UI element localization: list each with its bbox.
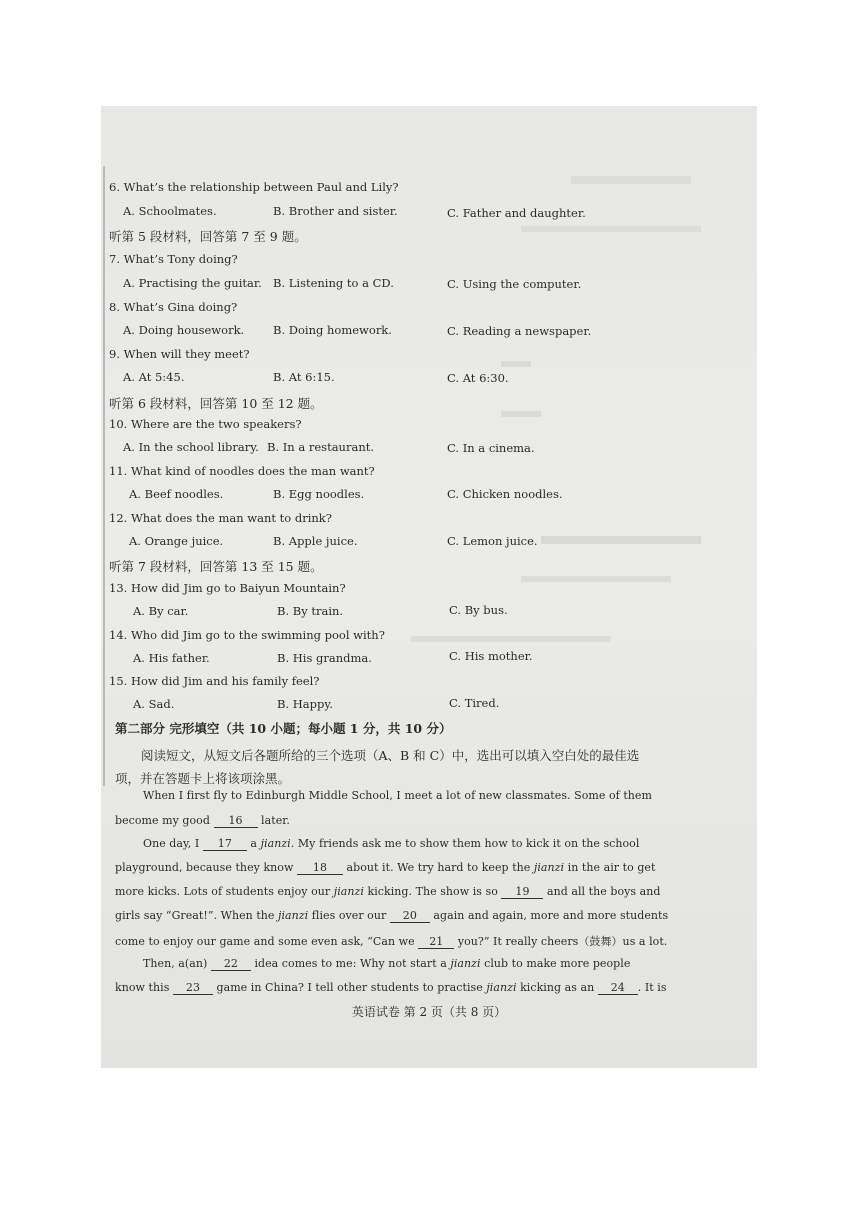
- cloze-text: Then, a(an): [143, 957, 208, 970]
- cloze-text: club to make more people: [484, 957, 631, 970]
- bleed-through-mark: [501, 411, 541, 417]
- cloze-text: again and again, more and more students: [433, 909, 669, 922]
- question-6: 6. What’s the relationship between Paul and Lily?: [109, 180, 399, 194]
- q9-option-a: A. At 5:45.: [123, 370, 185, 384]
- q13-option-c: C. By bus.: [449, 603, 508, 617]
- question-15: 15. How did Jim and his family feel?: [109, 674, 320, 688]
- q14-option-b: B. His grandma.: [277, 651, 372, 665]
- cloze-text: kicking as an: [520, 981, 595, 994]
- cloze-text: idea comes to me: Why not start a: [254, 957, 447, 970]
- cloze-line-3: [143, 837, 639, 851]
- cloze-instruction-line-1: 阅读短文，从短文后各题所给的三个选项（A、B 和 C）中，选出可以填入空白处的最佳选: [141, 748, 640, 763]
- cloze-italic-word: jianzi: [486, 981, 517, 994]
- q7-option-b: B. Listening to a CD.: [273, 276, 394, 290]
- cloze-text: One day, I: [143, 837, 200, 850]
- cloze-text: become my good: [115, 814, 210, 827]
- cloze-text: know this: [115, 981, 170, 994]
- cloze-text: and all the boys and: [547, 885, 661, 898]
- bleed-through-mark: [541, 536, 701, 544]
- bleed-through-mark: [571, 176, 691, 184]
- question-8: 8. What’s Gina doing?: [109, 300, 238, 314]
- q6-option-a: A. Schoolmates.: [123, 204, 217, 218]
- cloze-line-2: [115, 814, 290, 828]
- cloze-section-title: 第二部分 完形填空（共 10 小题；每小题 1 分，共 10 分）: [115, 721, 452, 736]
- cloze-italic-word: jianzi: [450, 957, 481, 970]
- q11-option-c: C. Chicken noodles.: [447, 487, 563, 501]
- q9-option-c: C. At 6:30.: [447, 371, 509, 385]
- q8-option-b: B. Doing homework.: [273, 323, 392, 337]
- blank-20: 20: [390, 909, 430, 923]
- question-13: 13. How did Jim go to Baiyun Mountain?: [109, 581, 346, 595]
- q14-option-a: A. His father.: [133, 651, 210, 665]
- binding-shadow: [103, 166, 105, 786]
- cloze-text: kicking. The show is so: [367, 885, 498, 898]
- q6-option-c: C. Father and daughter.: [447, 206, 586, 220]
- page-footer: 英语试卷 第 2 页（共 8 页）: [351, 1005, 507, 1019]
- q11-option-b: B. Egg noodles.: [273, 487, 365, 501]
- exam-page-photo: [101, 106, 757, 1068]
- blank-18: 18: [297, 861, 343, 875]
- cloze-text: . My friends ask me to show them how to kick it on the school: [290, 837, 640, 850]
- cloze-line-1: [143, 789, 652, 802]
- q15-option-c: C. Tired.: [449, 696, 500, 710]
- blank-19: 19: [501, 885, 543, 899]
- cloze-text: about it. We try hard to keep the: [346, 861, 531, 874]
- cloze-italic-word: jianzi: [278, 909, 309, 922]
- bleed-through-mark: [501, 361, 531, 367]
- cloze-line-9: [115, 981, 667, 995]
- bleed-through-mark: [411, 636, 611, 642]
- q7-option-a: A. Practising the guitar.: [123, 276, 262, 290]
- question-11: 11. What kind of noodles does the man want?: [109, 464, 375, 478]
- cloze-text: When I first fly to Edinburgh Middle School, I meet a lot of new classmates. Some of them: [143, 789, 652, 802]
- q11-option-a: A. Beef noodles.: [129, 487, 224, 501]
- q8-option-a: A. Doing housework.: [123, 323, 245, 337]
- q7-option-c: C. Using the computer.: [447, 277, 582, 291]
- cloze-text: you?” It really cheers（鼓舞）us a lot.: [457, 935, 668, 948]
- question-7: 7. What’s Tony doing?: [109, 252, 238, 266]
- q8-option-c: C. Reading a newspaper.: [447, 324, 592, 338]
- cloze-text: . It is: [637, 981, 667, 994]
- q6-option-b: B. Brother and sister.: [273, 204, 398, 218]
- question-14: 14. Who did Jim go to the swimming pool with?: [109, 628, 385, 642]
- cloze-text: in the air to get: [567, 861, 656, 874]
- instruction-q7-9: 听第 5 段材料，回答第 7 至 9 题。: [109, 229, 307, 244]
- instruction-q13-15: 听第 7 段材料，回答第 13 至 15 题。: [109, 559, 323, 574]
- instruction-q10-12: 听第 6 段材料，回答第 10 至 12 题。: [109, 396, 323, 411]
- q13-option-b: B. By train.: [277, 604, 344, 618]
- q10-option-a: A. In the school library.: [123, 440, 259, 454]
- q15-option-a: A. Sad.: [133, 697, 175, 711]
- cloze-line-6: [115, 909, 668, 923]
- q15-option-b: B. Happy.: [277, 697, 333, 711]
- cloze-text: later.: [261, 814, 290, 827]
- cloze-line-5: [115, 885, 661, 899]
- blank-21: 21: [418, 935, 454, 949]
- bleed-through-mark: [521, 576, 671, 582]
- q12-option-a: A. Orange juice.: [129, 534, 224, 548]
- cloze-italic-word: jianzi: [333, 885, 364, 898]
- cloze-instruction-line-2: 项，并在答题卡上将该项涂黑。: [115, 771, 291, 786]
- question-9: 9. When will they meet?: [109, 347, 250, 361]
- cloze-line-7: [115, 933, 667, 949]
- blank-22: 22: [211, 957, 251, 971]
- q9-option-b: B. At 6:15.: [273, 370, 335, 384]
- cloze-text: playground, because they know: [115, 861, 294, 874]
- cloze-text: game in China? I tell other students to practise: [216, 981, 483, 994]
- blank-16: 16: [214, 814, 258, 828]
- q10-option-b: B. In a restaurant.: [267, 440, 375, 454]
- q12-option-b: B. Apple juice.: [273, 534, 358, 548]
- blank-24: 24: [598, 981, 638, 995]
- bleed-through-mark: [521, 226, 701, 232]
- q12-option-c: C. Lemon juice.: [447, 534, 538, 548]
- cloze-text: more kicks. Lots of students enjoy our: [115, 885, 331, 898]
- q10-option-c: C. In a cinema.: [447, 441, 535, 455]
- cloze-text: girls say “Great!”. When the: [115, 909, 275, 922]
- cloze-italic-word: jianzi: [533, 861, 565, 874]
- cloze-italic-word: jianzi: [260, 837, 291, 850]
- cloze-line-8: [143, 957, 630, 971]
- cloze-line-4: [115, 861, 655, 875]
- q13-option-a: A. By car.: [133, 604, 189, 618]
- cloze-text: come to enjoy our game and some even ask, “Can we: [115, 935, 415, 948]
- cloze-text: flies over our: [311, 909, 387, 922]
- question-10: 10. Where are the two speakers?: [109, 417, 302, 431]
- cloze-text: a: [250, 837, 258, 850]
- question-12: 12. What does the man want to drink?: [109, 511, 332, 525]
- blank-23: 23: [173, 981, 213, 995]
- q14-option-c: C. His mother.: [449, 649, 533, 663]
- blank-17: 17: [203, 837, 247, 851]
